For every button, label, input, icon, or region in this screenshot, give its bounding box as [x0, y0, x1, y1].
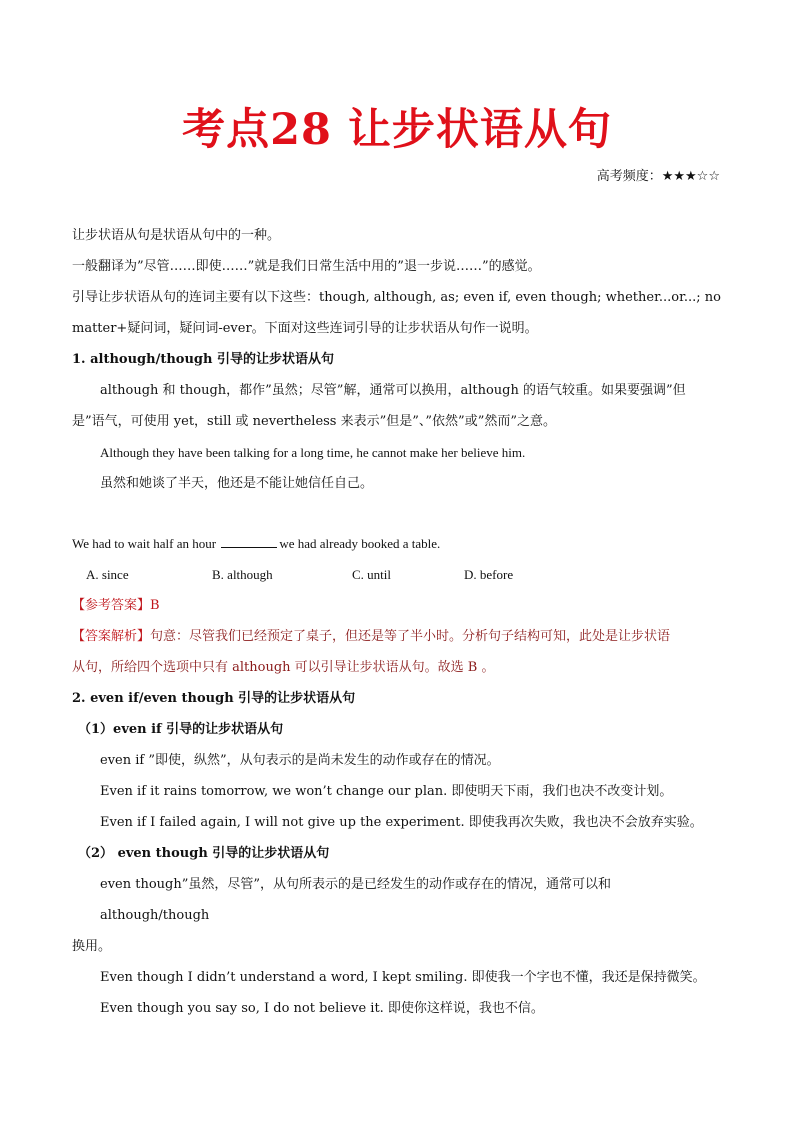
question-text-before: We had to wait half an hour — [72, 536, 220, 551]
section-1-line-2: 是”语气，可使用 yet，still 或 nevertheless 来表示”但是”、”依然”或”然而”之意。 — [72, 414, 556, 429]
subsection-2-line-1: even though”虽然，尽管”，从句所表示的是已经发生的动作或存在的情况，通常可以和 although/though — [100, 877, 612, 923]
section-1-example-en: Although they have been talking for a long time, he cannot make her believe him. — [100, 445, 526, 460]
question-text-after: we had already booked a table. — [279, 536, 441, 551]
intro-line-2: 一般翻译为”尽管……即使……”就是我们日常生活中用的”退一步说……”的感觉。 — [72, 259, 541, 274]
option-c: C. until — [352, 567, 392, 582]
section-1-example-cn: 虽然和她谈了半天，他还是不能让她信任自己。 — [100, 476, 374, 491]
exercise-options — [72, 559, 724, 590]
explanation-text-1: 句意：尽管我们已经预定了桌子，但还是等了半小时。分析句子结构可知，此处是让步状语 — [150, 629, 671, 644]
answer-explanation-1 — [72, 621, 724, 652]
subsection-1-example-1: Even if it rains tomorrow, we won’t change our plan. 即使明天下雨，我们也决不改变计划。 — [100, 784, 673, 799]
frequency-stars: ★★★☆☆ — [661, 169, 720, 184]
option-a: A. since — [86, 567, 129, 582]
subsection-2-example-1: Even though I didn’t understand a word, I kept smiling. 即使我一个字也不懂，我还是保持微笑。 — [100, 970, 706, 985]
subsection-2-heading: （2） even though 引导的让步状语从句 — [78, 846, 330, 861]
explanation-label: 【答案解析】 — [72, 629, 151, 644]
answer-value: B — [150, 598, 160, 613]
frequency-label: 高考频度： — [596, 169, 662, 184]
answer-explanation-2: 从句，所给四个选项中只有 although 可以引导让步状语从句。故选 B 。 — [72, 660, 495, 675]
subsection-2-example-2: Even though you say so, I do not believe it. 即使你这样说，我也不信。 — [100, 1001, 544, 1016]
option-b: B. although — [212, 567, 273, 582]
page-title: 考点28 让步状语从句 — [182, 105, 612, 155]
option-d: D. before — [464, 567, 514, 582]
intro-line-1: 让步状语从句是状语从句中的一种。 — [72, 228, 281, 243]
document-body — [72, 220, 724, 1024]
subsection-1-example-2: Even if I failed again, I will not give up the experiment. 即使我再次失败，我也决不会放弃实验。 — [100, 815, 703, 830]
exercise-question — [72, 528, 724, 559]
reference-answer — [72, 590, 724, 621]
subsection-1-line: even if ”即使，纵然”，从句表示的是尚未发生的动作或存在的情况。 — [100, 753, 500, 768]
answer-label: 【参考答案】 — [72, 598, 151, 613]
subsection-2-line-2: 换用。 — [72, 939, 112, 954]
exam-frequency — [597, 165, 720, 184]
section-2-heading: 2. even if/even though 引导的让步状语从句 — [72, 691, 356, 706]
section-1-line-1: although 和 though，都作”虽然；尽管”解，通常可以换用，although 的语气较重。如果要强调”但 — [100, 383, 686, 398]
subsection-1-heading: （1）even if 引导的让步状语从句 — [78, 722, 284, 737]
spacer — [72, 499, 724, 528]
answer-blank — [221, 535, 277, 548]
intro-line-4: matter+疑问词，疑问词-ever。下面对这些连词引导的让步状语从句作一说明。 — [72, 321, 538, 336]
section-1-heading: 1. although/though 引导的让步状语从句 — [72, 352, 334, 367]
intro-line-3: 引导让步状语从句的连词主要有以下这些：though, although, as; even if, even though; whether...or...; no — [72, 290, 721, 305]
